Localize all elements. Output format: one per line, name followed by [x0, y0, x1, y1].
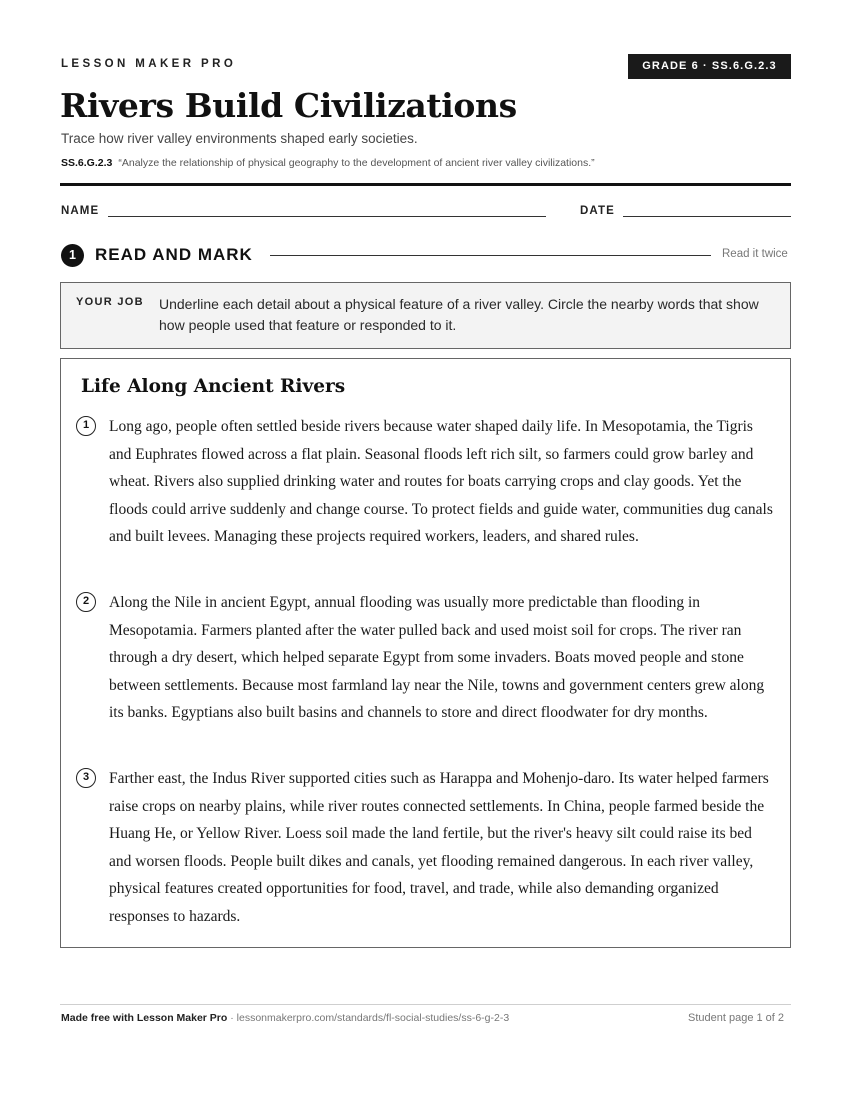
instructions-text: Underline each detail about a physical feature of a river valley. Circle the nearby words that show how people used that feature or responded to it.	[159, 296, 759, 333]
page-subtitle: Trace how river valley environments shaped early societies.	[61, 131, 418, 146]
paragraph-1[interactable]: Long ago, people often settled beside rivers because water shaped daily life. In Mesopotamia, the Tigris and Euphrates flowed across a flat plain. Seasonal floods left rich silt, so farmers could grow barley and wheat. Rivers also supplied drinking water and routes for boats carrying crops and clay goods. Yet the floods could arrive suddenly and change course. To protect fields and guide water, communities dug canals and built levees. Managing these projects required workers, leaders, and shared rules.	[109, 418, 773, 545]
footer-url[interactable]: lessonmakerpro.com/standards/fl-social-studies/ss-6-g-2-3	[236, 1012, 510, 1024]
footer-made-with: Made free with Lesson Maker Pro	[61, 1012, 228, 1024]
standard-code: SS.6.G.2.3	[61, 157, 113, 169]
date-field[interactable]	[623, 216, 791, 217]
footer-separator: ·	[227, 1012, 237, 1024]
passage-title: Life Along Ancient Rivers	[81, 376, 346, 397]
header-divider	[60, 183, 791, 186]
instructions-box	[60, 282, 791, 349]
footer-divider	[60, 1004, 791, 1005]
page-title: Rivers Build Civilizations	[60, 86, 517, 125]
date-label: DATE	[580, 205, 615, 217]
standard-description: “Analyze the relationship of physical geography to the development of ancient river valley civilizations.”	[118, 157, 595, 169]
paragraph-2[interactable]: Along the Nile in ancient Egypt, annual flooding was usually more predictable than flooding in Mesopotamia. Farmers planted after the water pulled back and used moist soil for crops. The river ran through a dry desert, which helped separate Egypt from some invaders. Boats moved people and stone between settlements. Because most farmland lay near the Nile, towns and government centers grew along its banks. Egyptians also built basins and channels to store and direct floodwater for dry months.	[109, 594, 765, 721]
brand-name: LESSON MAKER PRO	[61, 58, 237, 70]
step-number-badge: 1	[61, 244, 84, 267]
grade-standard-badge: GRADE 6 · SS.6.G.2.3	[628, 54, 791, 79]
name-label: NAME	[61, 205, 100, 217]
instructions-label: YOUR JOB	[76, 296, 144, 308]
paragraph-number-1: 1	[76, 416, 96, 436]
section-note: Read it twice	[722, 248, 788, 260]
standard-reference	[61, 157, 595, 169]
page-indicator: Student page 1 of 2	[688, 1012, 785, 1024]
footer-credit	[61, 1012, 509, 1024]
section-divider	[270, 255, 711, 256]
section-title: READ AND MARK	[95, 245, 253, 264]
paragraph-3[interactable]: Farther east, the Indus River supported cities such as Harappa and Mohenjo-daro. Its water helped farmers raise crops on nearby plains, while river routes connected settlements. In China, people farmed beside the Huang He, or Yellow River. Loess soil made the land fertile, but the river's heavy silt could raise its bed and worsen floods. People built dikes and canals, yet flooding remained dangerous. In each river valley, physical features created opportunities for food, travel, and trade, while also demanding organized responses to hazards.	[109, 770, 769, 925]
reading-passage	[60, 358, 791, 948]
paragraph-number-3: 3	[76, 768, 96, 788]
name-field[interactable]	[108, 216, 546, 217]
paragraph-number-2: 2	[76, 592, 96, 612]
